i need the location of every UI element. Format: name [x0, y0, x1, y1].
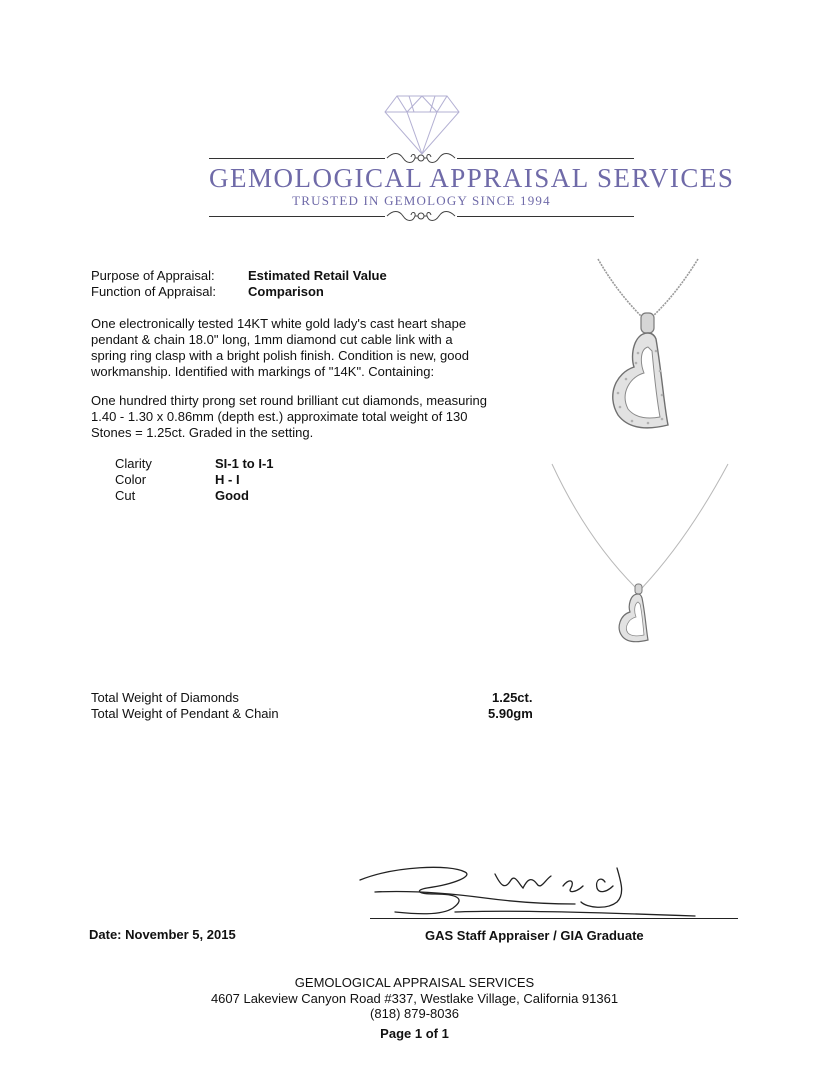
grade-label-cut: Cut	[115, 488, 136, 503]
function-label: Function of Appraisal:	[91, 284, 217, 299]
diamond-logo-icon	[383, 92, 461, 156]
total-diamonds-label: Total Weight of Diamonds	[91, 690, 239, 705]
top-rule-right	[457, 158, 634, 159]
necklace-full-image	[548, 460, 733, 650]
description-line: One electronically tested 14KT white gold lady's cast heart shape	[91, 316, 467, 331]
page-number: Page 1 of 1	[380, 1026, 449, 1041]
grade-label-clarity: Clarity	[115, 456, 152, 471]
total-diamonds-value: 1.25ct.	[492, 690, 533, 705]
total-pendant-label: Total Weight of Pendant & Chain	[91, 706, 279, 721]
appraisal-date: Date: November 5, 2015	[89, 927, 236, 942]
logo-company-name: GEMOLOGICAL APPRAISAL SERVICES	[209, 163, 735, 193]
description-line: spring ring clasp with a bright polish finish. Condition is new, good	[91, 348, 469, 363]
description-line: workmanship. Identified with markings of "14K". Containing:	[91, 364, 435, 379]
top-rule-left	[209, 158, 385, 159]
function-value: Comparison	[248, 284, 324, 299]
appraiser-signature	[355, 858, 745, 924]
footer-address: 4607 Lakeview Canyon Road #337, Westlake Village, California 91361	[210, 991, 619, 1006]
pendant-closeup-image	[590, 255, 710, 435]
stone-line: Stones = 1.25ct. Graded in the setting.	[91, 425, 314, 440]
bottom-rule-left	[209, 216, 385, 217]
stone-line: 1.40 - 1.30 x 0.86mm (depth est.) approximate total weight of 130	[91, 409, 468, 424]
ornament-icon	[385, 208, 457, 224]
grade-value-clarity: SI-1 to I-1	[215, 456, 274, 471]
grade-value-cut: Good	[215, 488, 249, 503]
purpose-value: Estimated Retail Value	[248, 268, 387, 283]
bottom-rule-right	[457, 216, 634, 217]
grade-value-color: H - I	[215, 472, 240, 487]
item-description	[91, 316, 469, 380]
stone-line: One hundred thirty prong set round brilliant cut diamonds, measuring	[91, 393, 487, 408]
total-pendant-value: 5.90gm	[488, 706, 533, 721]
stone-description	[91, 393, 487, 441]
footer-phone: (818) 879-8036	[370, 1006, 459, 1021]
logo-tagline: TRUSTED IN GEMOLOGY SINCE 1994	[292, 193, 551, 208]
purpose-label: Purpose of Appraisal:	[91, 268, 215, 283]
footer-company: GEMOLOGICAL APPRAISAL SERVICES	[294, 975, 535, 990]
description-line: pendant & chain 18.0" long, 1mm diamond cut cable link with a	[91, 332, 453, 347]
appraiser-title: GAS Staff Appraiser / GIA Graduate	[425, 928, 644, 943]
grade-label-color: Color	[115, 472, 147, 487]
signature-line	[370, 918, 738, 919]
